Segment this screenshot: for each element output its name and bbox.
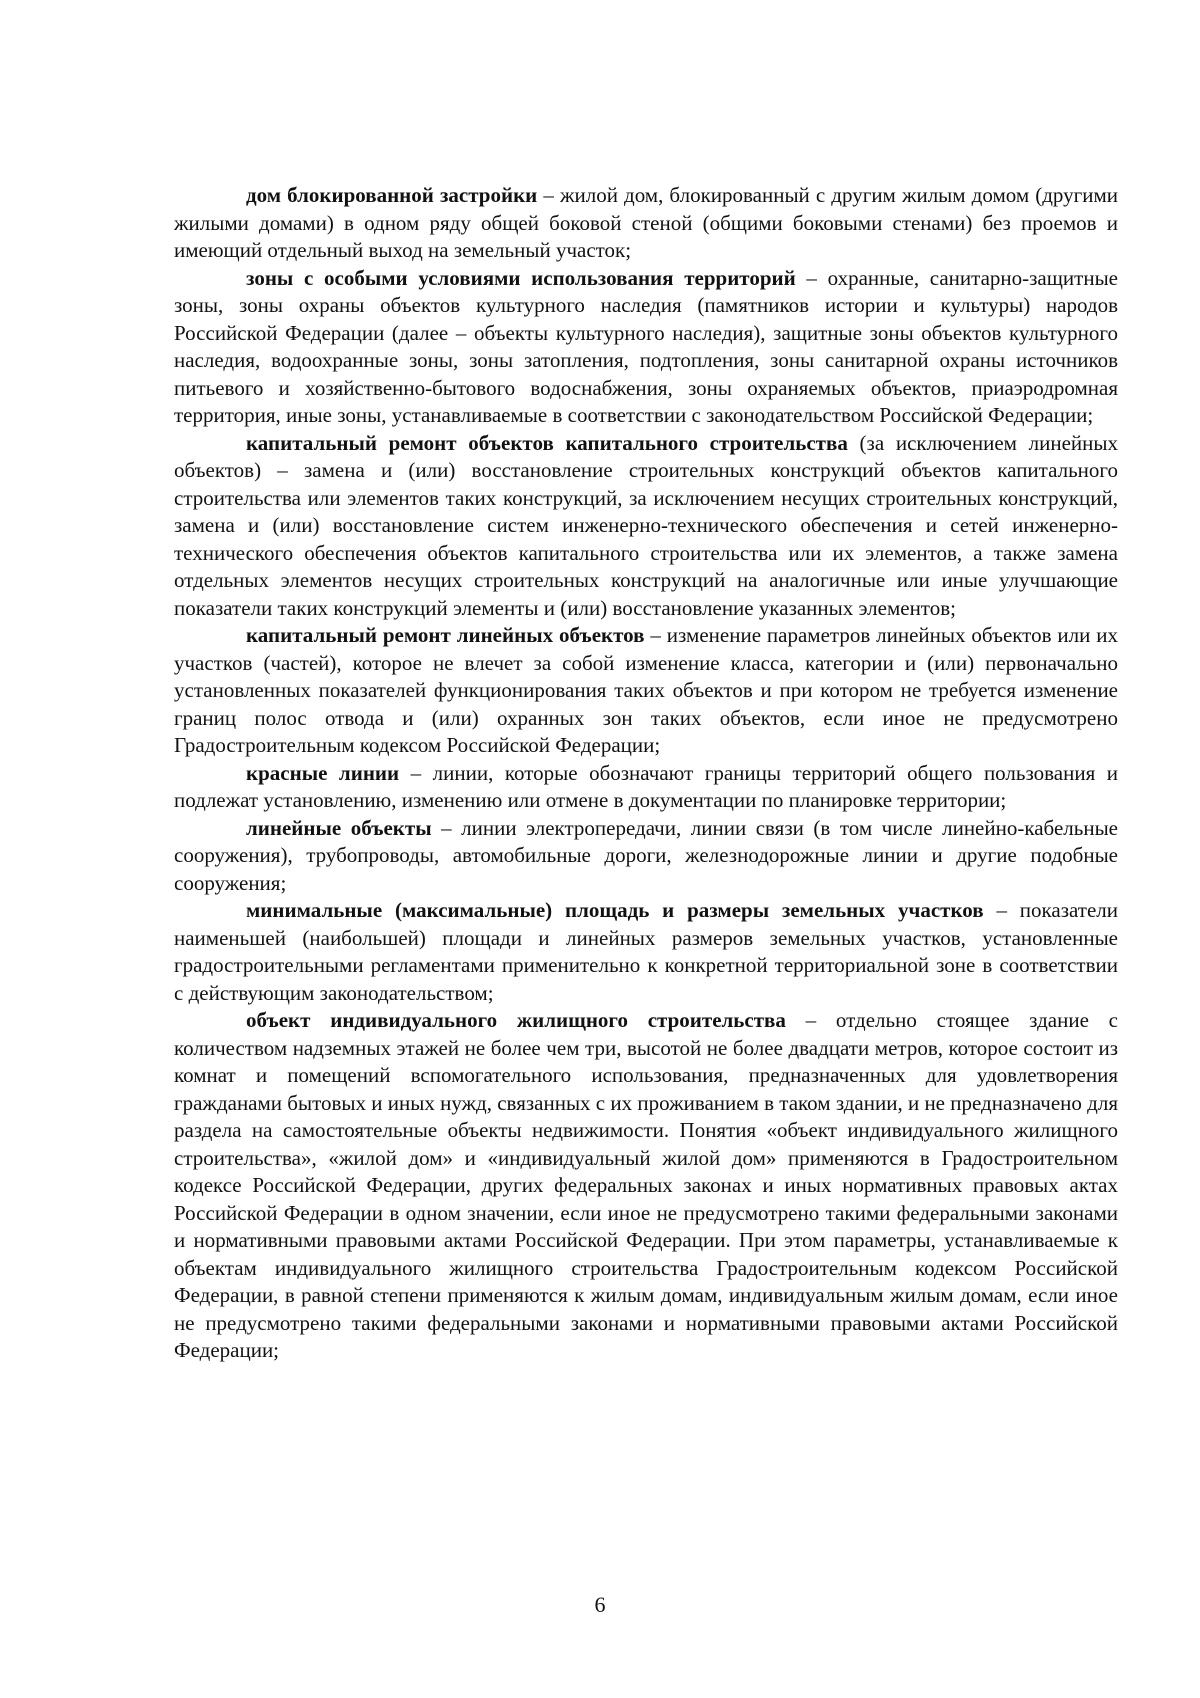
definition-text: – изменение параметров линейных объектов или их участков (частей), которое не влечет за собой изменение класса, категории и (или) первоначально установленных показателей функционирования таких объектов и при котором не требуется изменение границ полос отвода и (или) охранных зон таких объектов, если иное не предусмотрено Градостроительным кодексом Российской Федерации; [174,623,1119,757]
page-number: 6 [594,1592,606,1617]
defined-term: объект индивидуального жилищного строительства [246,1008,786,1032]
defined-term: зоны с особыми условиями использования территорий [246,265,796,290]
definition-paragraph [174,897,1118,1007]
definition-text: – линии электропередачи, линии связи (в том числе линейно-кабельные сооружения), трубопроводы, автомобильные дороги, железнодорожные линии и другие подобные сооружения; [174,815,1119,895]
defined-term: красные линии [246,760,400,785]
definition-text: – охранные, санитарно-защитные зоны, зоны охраны объектов культурного наследия (памятников истории и культуры) народов Российской Федерации (далее – объекты культурного наследия), защитные зоны объектов культурного наследия, водоохранные зоны, зоны затопления, подтопления, зоны санитарной охраны источников питьевого и хозяйственно-бытового водоснабжения, зоны охраняемых объектов, приаэродромная территория, иные зоны, устанавливаемые в соответствии с законодательством Российской Федерации; [174,265,1118,427]
definition-text: – отдельно стоящее здание с количеством надземных этажей не более чем три, высотой не более двадцати метров, которое состоит из комнат и помещений вспомогательного использования, предназначенных для удовлетворения гражданами бытовых и иных нужд, связанных с их проживанием в таком здании, и не предназначено для раздела на самостоятельные объекты недвижимости. Понятия «объект индивидуального жилищного строительства», «жилой дом» и «индивидуальный жилой дом» применяются в Градостроительном кодексе Российской Федерации, других федеральных законах и иных нормативных правовых актах Российской Федерации в одном значении, если иное не предусмотрено такими федеральными законами и нормативными правовыми актами Российской Федерации. При этом параметры, устанавливаемые к объектам индивидуального жилищного строительства Градостроительным кодексом Российской Федерации, в равной степени применяются к жилым домам, индивидуальным жилым домам, если иное не предусмотрено такими федеральными законами и нормативными правовыми актами Российской Федерации; [174,1008,1118,1362]
definition-paragraph [174,430,1118,623]
definition-paragraph [174,760,1118,815]
defined-term: минимальные (максимальные) площадь и размеры земельных участков [246,898,984,922]
defined-term: капитальный ремонт объектов капитального строительства [246,430,848,455]
definition-text: – жилой дом, блокированный с другим жилым домом (другими жилыми домами) в одном ряду общей боковой стеной (общими боковыми стенами) без проемов и имеющий отдельный выход на земельный участок; [174,183,1118,262]
definition-text: – линии, которые обозначают границы территорий общего пользования и подлежат установлению, изменению или отмене в документации по планировке территории; [174,760,1118,812]
definition-paragraph [174,815,1118,898]
defined-term: линейные объекты [246,815,432,840]
definition-paragraph [174,182,1118,265]
document-body [174,182,1118,1365]
definition-paragraph [174,265,1118,430]
definition-text: (за исключением линейных объектов) – замена и (или) восстановление строительных конструкций объектов капитального строительства или элементов таких конструкций, за исключением несущих строительных конструкций, замена и (или) восстановление систем инженерно-технического обеспечения и сетей инженерно-технического обеспечения объектов капитального строительства или их элементов, а также замена отдельных элементов несущих строительных конструкций на аналогичные или иные улучшающие показатели таких конструкций элементы и (или) восстановление указанных элементов; [174,430,1119,620]
defined-term: дом блокированной застройки [246,183,538,207]
definition-paragraph [174,622,1118,760]
definition-paragraph [174,1007,1118,1365]
definition-text: – показатели наименьшей (наибольшей) площади и линейных размеров земельных участков, установленные градостроительными регламентами применительно к конкретной территориальной зоне в соответствии с действующим законодательством; [174,898,1118,1005]
defined-term: капитальный ремонт линейных объектов [246,623,645,647]
